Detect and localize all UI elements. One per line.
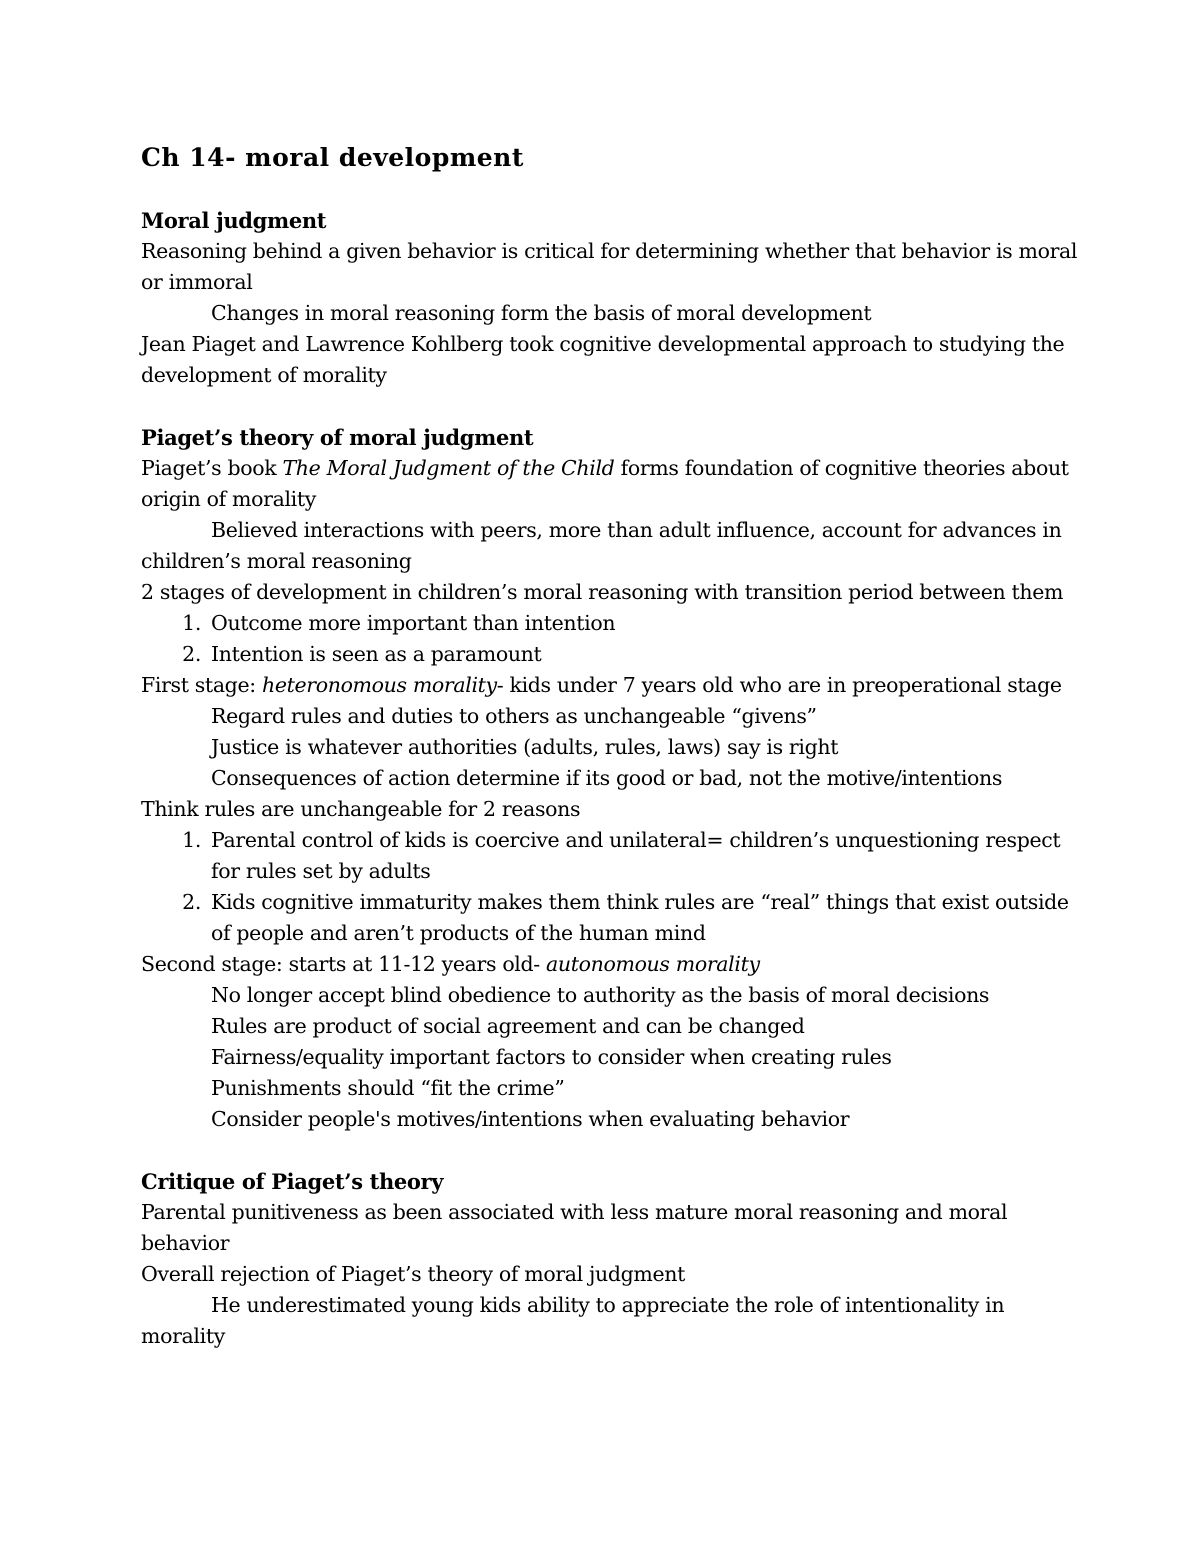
- section-heading-moral-judgment: Moral judgment: [141, 208, 327, 233]
- indented-paragraph: Changes in moral reasoning form the basis of moral development: [211, 301, 872, 325]
- paragraph-first-stage: First stage: heteronomous morality- kids under 7 years old who are in preoperational stage: [141, 673, 1062, 697]
- list-item: 2. Kids cognitive immaturity makes them think rules are “real” things that exist outside of people and aren’t products of the human mind: [182, 890, 1069, 945]
- indented-item: Consider people's motives/intentions when evaluating behavior: [211, 1107, 850, 1131]
- paragraph: 2 stages of development in children’s moral reasoning with transition period between them: [141, 580, 1064, 604]
- paragraph: Jean Piaget and Lawrence Kohlberg took cognitive developmental approach to studying the development of morality: [141, 332, 1065, 387]
- indented-paragraph: Believed interactions with peers, more than adult influence, account for advances in children’s moral reasoning: [141, 518, 1062, 573]
- paragraph: Reasoning behind a given behavior is critical for determining whether that behavior is moral or immoral: [141, 239, 1078, 294]
- indented-item: Regard rules and duties to others as unchangeable “givens”: [211, 704, 817, 728]
- term-autonomous: autonomous morality: [546, 952, 760, 976]
- section-heading-piaget-theory: Piaget’s theory of moral judgment: [141, 425, 534, 450]
- paragraph-second-stage: Second stage: starts at 11-12 years old- autonomous morality: [141, 952, 760, 976]
- book-title: The Moral Judgment of the Child: [282, 456, 615, 480]
- document-body: [141, 205, 1081, 1352]
- list-item: 1. Outcome more important than intention: [182, 611, 616, 635]
- list-item: 2. Intention is seen as a paramount: [182, 642, 542, 666]
- indented-item: Fairness/equality important factors to consider when creating rules: [211, 1045, 892, 1069]
- paragraph: Think rules are unchangeable for 2 reasons: [141, 797, 581, 821]
- paragraph: Parental punitiveness as been associated with less mature moral reasoning and moral behavior: [141, 1200, 1008, 1255]
- indented-item: Consequences of action determine if its good or bad, not the motive/intentions: [211, 766, 1003, 790]
- indented-item: No longer accept blind obedience to authority as the basis of moral decisions: [211, 983, 990, 1007]
- section-heading-critique: Critique of Piaget’s theory: [141, 1169, 444, 1194]
- list-item: 1. Parental control of kids is coercive and unilateral= children’s unquestioning respect for rules set by adults: [182, 828, 1061, 883]
- indented-item: Rules are product of social agreement and can be changed: [211, 1014, 805, 1038]
- numbered-list-stages: [141, 608, 1081, 670]
- paragraph: Overall rejection of Piaget’s theory of moral judgment: [141, 1262, 686, 1286]
- document-title: Ch 14- moral development: [141, 143, 524, 172]
- term-heteronomous: heteronomous morality: [261, 673, 497, 697]
- indented-item: Punishments should “fit the crime”: [211, 1076, 565, 1100]
- indented-paragraph: He underestimated young kids ability to appreciate the role of intentionality in morality: [141, 1293, 1005, 1348]
- numbered-list-reasons: [141, 825, 1081, 949]
- paragraph-book: Piaget’s book The Moral Judgment of the Child forms foundation of cognitive theories about origin of morality: [141, 456, 1069, 511]
- indented-item: Justice is whatever authorities (adults, rules, laws) say is right: [211, 735, 839, 759]
